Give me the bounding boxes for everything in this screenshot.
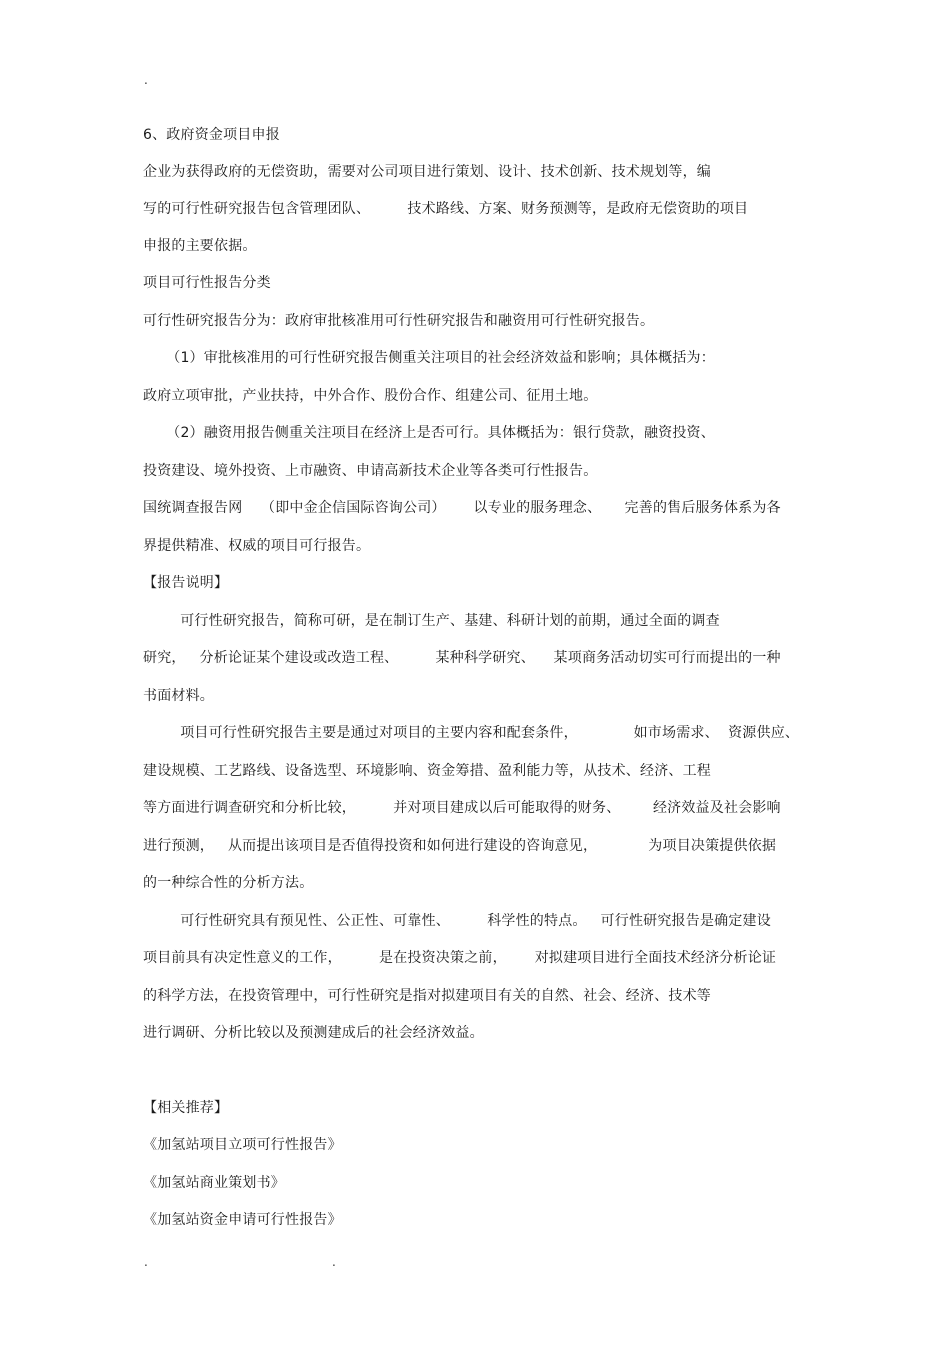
paragraph-line: 的科学方法，在投资管理中，可行性研究是指对拟建项目有关的自然、社会、经济、技术等 [143, 988, 711, 1004]
paragraph-line: 可行性研究报告，简称可研，是在制订生产、基建、科研计划的前期，通过全面的调查 [143, 613, 720, 629]
paragraph-line: 可行性研究报告分为：政府审批核准用可行性研究报告和融资用可行性研究报告。 [143, 313, 655, 329]
paragraph-line: 研究， 分析论证某个建设或改造工程、 某种科学研究、 某项商务活动切实可行而提出的一种 [143, 650, 781, 666]
paragraph-line: 写的可行性研究报告包含管理团队、 技术路线、方案、财务预测等，是政府无偿资助的项目 [143, 201, 749, 217]
paragraph-line: 等方面进行调查研究和分析比较， 并对项目建成以后可能取得的财务、 经济效益及社会影响 [143, 800, 781, 816]
paragraph-line: 项目可行性研究报告主要是通过对项目的主要内容和配套条件， 如市场需求、 资源供应、 [143, 725, 800, 741]
paragraph-line: 进行预测， 从而提出该项目是否值得投资和如何进行建设的咨询意见， 为项目决策提供依据 [143, 838, 777, 854]
paragraph-line: 企业为获得政府的无偿资助，需要对公司项目进行策划、设计、技术创新、技术规划等，编 [143, 164, 711, 180]
paragraph-line: 进行调研、分析比较以及预测建成后的社会经济效益。 [143, 1025, 484, 1041]
paragraph-line: 项目前具有决定性意义的工作， 是在投资决策之前， 对拟建项目进行全面技术经济分析论证 [143, 950, 777, 966]
paragraph-line: 可行性研究具有预见性、公正性、可靠性、 科学性的特点。 可行性研究报告是确定建设 [143, 913, 771, 929]
related-heading: 【相关推荐】 [143, 1100, 229, 1116]
paragraph-line: 政府立项审批，产业扶持，中外合作、股份合作、组建公司、征用土地。 [143, 388, 598, 404]
paragraph-line: 界提供精准、权威的项目可行报告。 [143, 538, 371, 554]
paragraph-line: 建设规模、工艺路线、设备选型、环境影响、资金筹措、盈利能力等，从技术、经济、工程 [143, 763, 711, 779]
paragraph-line: 书面材料。 [143, 688, 214, 704]
paragraph-line: （2）融资用报告侧重关注项目在经济上是否可行。具体概括为：银行贷款，融资投资、 [143, 425, 715, 441]
paragraph-line: 申报的主要依据。 [143, 238, 257, 254]
section-title: 6、政府资金项目申报 [143, 127, 280, 143]
footer-mark-left: . [144, 1255, 148, 1269]
related-item: 《加氢站资金申请可行性报告》 [143, 1212, 342, 1228]
paragraph-line: 的一种综合性的分析方法。 [143, 875, 314, 891]
related-item: 《加氢站商业策划书》 [143, 1175, 285, 1191]
header-mark: . [144, 73, 148, 87]
related-item: 《加氢站项目立项可行性报告》 [143, 1137, 342, 1153]
subheading: 项目可行性报告分类 [143, 275, 271, 291]
paragraph-line: 国统调查报告网 （即中金企信国际咨询公司） 以专业的服务理念、 完善的售后服务体系为各 [143, 500, 781, 516]
paragraph-line: （1）审批核准用的可行性研究报告侧重关注项目的社会经济效益和影响；具体概括为： [143, 350, 715, 366]
paragraph-line: 投资建设、境外投资、上市融资、申请高新技术企业等各类可行性报告。 [143, 463, 598, 479]
footer-mark-right: . [332, 1255, 336, 1269]
report-notes-heading: 【报告说明】 [143, 575, 229, 591]
